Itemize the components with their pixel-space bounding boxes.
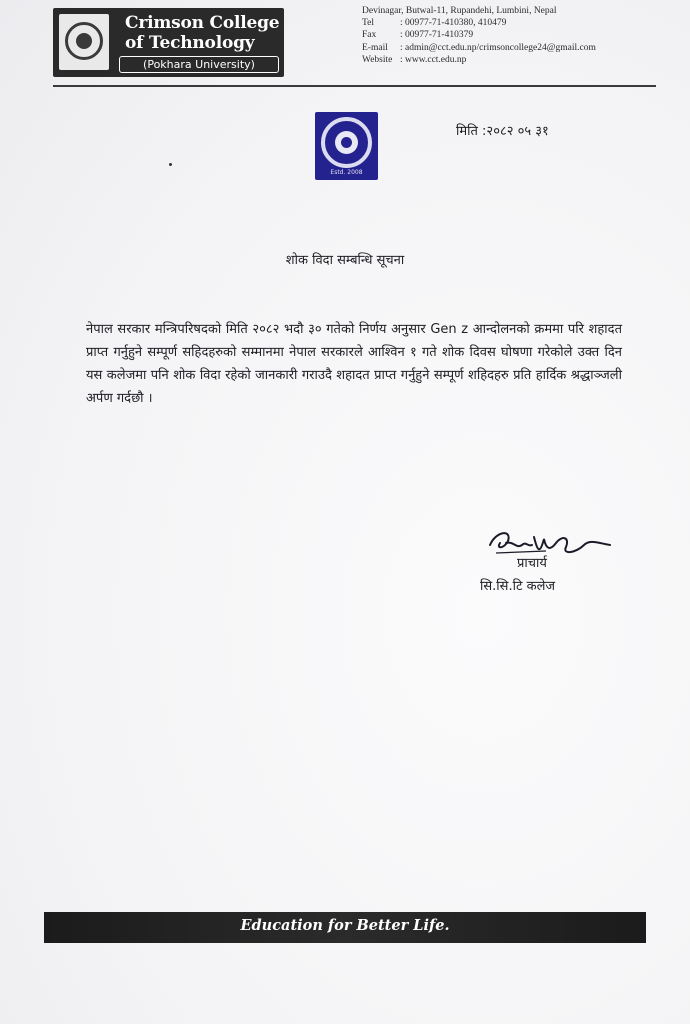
footer-band xyxy=(44,912,646,943)
footer-tagline: Education for Better Life. xyxy=(240,917,450,934)
website-label: Website xyxy=(362,54,393,65)
email-value: : admin@cct.edu.np/crimsoncollege24@gmail.com xyxy=(400,42,596,53)
fax-value: : 00977-71-410379 xyxy=(400,30,474,41)
tel-label: Tel xyxy=(362,18,374,29)
stray-mark xyxy=(169,163,172,166)
college-emblem-icon xyxy=(59,14,109,70)
signatory-designation: प्राचार्य xyxy=(517,556,547,571)
affiliation-label: (Pokhara University) xyxy=(119,56,279,73)
address-text: Devinagar, Butwal-11, Rupandehi, Lumbini, Nepal xyxy=(362,6,557,16)
email-label: E-mail xyxy=(362,42,388,53)
college-logo xyxy=(53,8,284,77)
notice-title: शोक विदा सम्बन्धि सूचना xyxy=(285,253,405,268)
college-seal-icon xyxy=(315,112,378,180)
seal-est-text: Estd. 2008 xyxy=(330,169,363,176)
notice-body: नेपाल सरकार मन्त्रिपरिषदको मिति २०८२ भदौ ३० गतेको निर्णय अनुसार Gen z आन्दोलनको क्रममा परि शहादत प्राप्त गर्नुहुने सम्पूर्ण सहिदहरुको सम्मानमा नेपाल सरकारले आश्विन १ गते शोक दिवस घोषणा गरेकोले उक्त दिन यस कलेजमा पनि शोक विदा रहेको जानकारी गराउदै शहादत प्राप्त गर्नुहुने सम्पूर्ण शहिदहरु प्रति हार्दिक श्रद्धाञ्जली अर्पण गर्दछौ । xyxy=(86,322,622,406)
contact-block xyxy=(362,5,672,66)
tel-value: : 00977-71-410380, 410479 xyxy=(400,18,507,29)
college-name-line2: of Technology xyxy=(125,33,255,53)
website-value: : www.cct.edu.np xyxy=(400,54,467,65)
header-divider xyxy=(53,85,656,87)
principal-signature xyxy=(486,523,616,563)
signatory-organization: सि.सि.टि कलेज xyxy=(480,579,556,594)
notice-date: मिति :२०८२ ०५ ३१ xyxy=(456,124,549,139)
fax-label: Fax xyxy=(362,30,377,41)
college-name-line1: Crimson College xyxy=(125,13,280,33)
